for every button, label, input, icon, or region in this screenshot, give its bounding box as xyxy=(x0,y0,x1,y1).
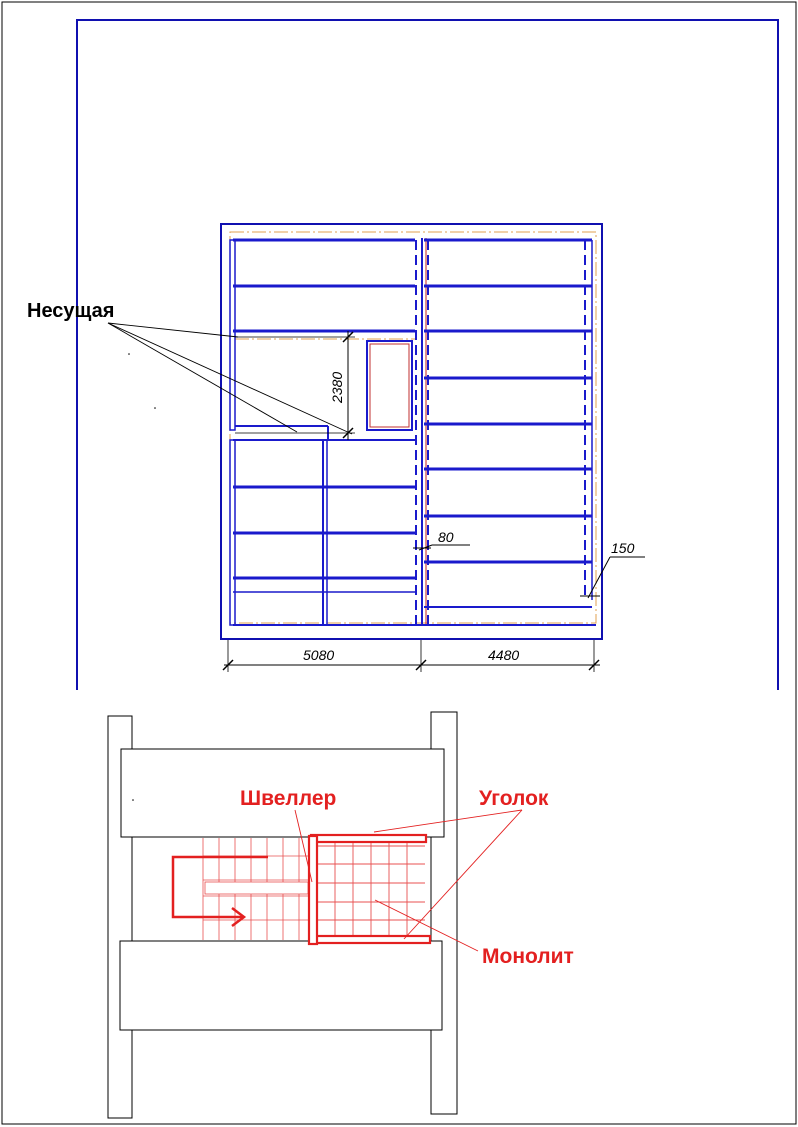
dim-4480-text: 4480 xyxy=(488,647,520,663)
channel-label: Швеллер xyxy=(240,787,337,810)
bearing-label-group xyxy=(27,300,352,434)
angle-top xyxy=(311,835,426,842)
channel-profile xyxy=(309,836,317,944)
monolith-label: Монолит xyxy=(482,945,574,968)
dim-5080-text: 5080 xyxy=(303,647,335,663)
dim-80-text: 80 xyxy=(438,529,454,545)
left-lower-beams xyxy=(230,440,415,625)
right-beams xyxy=(424,240,592,625)
section-detail xyxy=(108,712,574,1118)
lower-slab xyxy=(120,941,442,1030)
angle-label: Уголок xyxy=(479,787,549,810)
bearing-label: Несущая xyxy=(27,300,115,322)
dim-150 xyxy=(580,540,645,598)
dim-chain-bottom xyxy=(223,640,600,672)
stair-grid xyxy=(203,838,310,940)
floor-plan xyxy=(27,224,645,672)
dim-150-text: 150 xyxy=(611,540,635,556)
monolith-grid xyxy=(318,838,425,940)
dim-2380 xyxy=(235,331,355,440)
dim-2380-text: 2380 xyxy=(329,371,345,403)
stair-opening xyxy=(235,341,412,440)
angle-bottom xyxy=(311,936,430,943)
